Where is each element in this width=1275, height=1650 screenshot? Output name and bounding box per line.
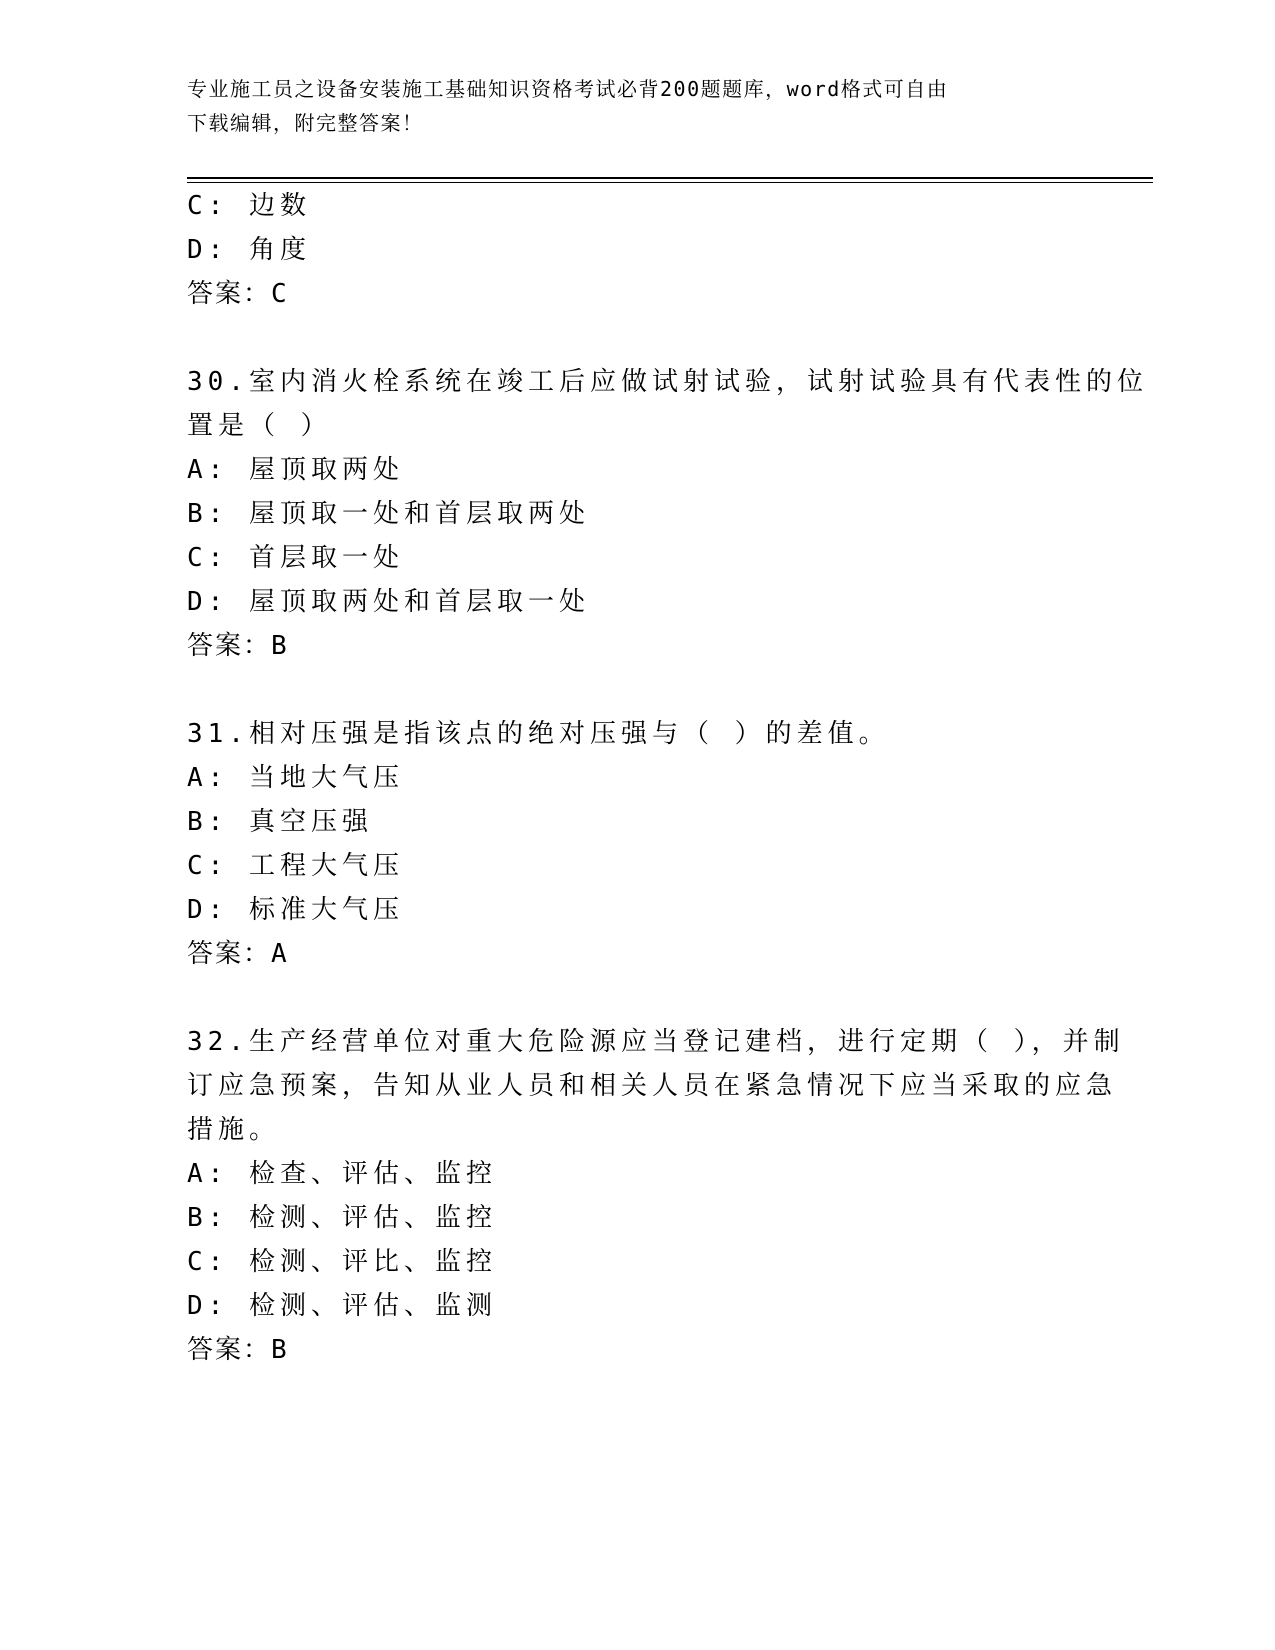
header-divider xyxy=(187,177,1153,179)
header-divider-thin xyxy=(187,182,1153,183)
q29-option-d: D: 角度 xyxy=(187,235,311,265)
q30-option-a: A: 屋顶取两处 xyxy=(187,455,404,485)
q32-option-a: A: 检查、评估、监控 xyxy=(187,1159,497,1189)
header-line-2: 下载编辑，附完整答案！ xyxy=(187,111,424,135)
q29-option-c: C: 边数 xyxy=(187,191,311,221)
q30-stem-line-1: 30.室内消火栓系统在竣工后应做试射试验，试射试验具有代表性的位 xyxy=(187,367,1148,397)
header-line-1: 专业施工员之设备安装施工基础知识资格考试必背200题题库，word格式可自由 xyxy=(187,77,949,101)
q32-option-b: B: 检测、评估、监控 xyxy=(187,1203,497,1233)
q29-answer: 答案：C xyxy=(187,279,289,309)
q30-option-b: B: 屋顶取一处和首层取两处 xyxy=(187,499,590,529)
q32-option-d: D: 检测、评估、监测 xyxy=(187,1291,497,1321)
q31-answer: 答案：A xyxy=(187,939,289,969)
q32-stem-line-3: 措施。 xyxy=(187,1115,281,1145)
q32-option-c: C: 检测、评比、监控 xyxy=(187,1247,497,1277)
q31-option-b: B: 真空压强 xyxy=(187,807,373,837)
q32-stem-line-2: 订应急预案，告知从业人员和相关人员在紧急情况下应当采取的应急 xyxy=(187,1071,1118,1101)
q31-option-a: A: 当地大气压 xyxy=(187,763,404,793)
document-header xyxy=(187,72,1067,140)
q30-answer: 答案：B xyxy=(187,631,289,661)
q31-stem-line-1: 31.相对压强是指该点的绝对压强与（ ）的差值。 xyxy=(187,719,890,749)
q31-option-d: D: 标准大气压 xyxy=(187,895,404,925)
q30-option-c: C: 首层取一处 xyxy=(187,543,404,573)
q32-stem-line-1: 32.生产经营单位对重大危险源应当登记建档，进行定期（ ），并制 xyxy=(187,1027,1125,1057)
q30-option-d: D: 屋顶取两处和首层取一处 xyxy=(187,587,590,617)
q32-answer: 答案：B xyxy=(187,1335,289,1365)
q31-option-c: C: 工程大气压 xyxy=(187,851,404,881)
q30-stem-line-2: 置是（ ） xyxy=(187,411,332,441)
